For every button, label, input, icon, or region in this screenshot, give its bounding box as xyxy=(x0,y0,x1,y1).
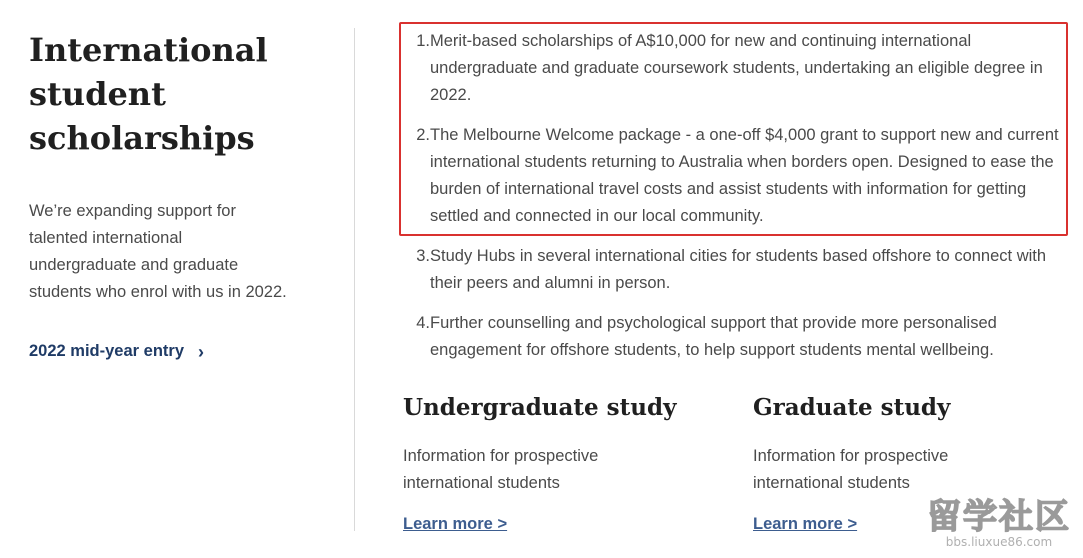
undergraduate-title: Undergraduate study xyxy=(403,394,677,421)
scholarship-list xyxy=(405,28,1065,377)
page-title: International student scholarships xyxy=(29,31,268,157)
graduate-desc: Information for prospective international students xyxy=(753,447,949,492)
list-item-text: Study Hubs in several international cities for students based offshore to connect with their peers and alumni in person. xyxy=(430,247,1047,292)
list-item-text: Merit-based scholarships of A$10,000 for new and continuing international undergraduate and graduate coursework students, undertaking an eligible degree in 2022. xyxy=(430,32,1043,104)
intro-panel xyxy=(29,28,329,361)
list-item xyxy=(405,310,1065,364)
undergraduate-learn-more-link[interactable]: Learn more > xyxy=(403,515,508,533)
list-item xyxy=(405,122,1065,230)
list-item-number: 4. xyxy=(416,314,430,332)
list-item xyxy=(405,243,1065,297)
watermark-url: bbs.liuxue86.com xyxy=(945,535,1053,549)
list-item-number: 3. xyxy=(416,247,430,265)
list-item-text: The Melbourne Welcome package - a one-off $4,000 grant to support new and current international students returning to Australia when borders open. Designed to ease the burden of international travel costs and assist students with information for getting settled and connected in our local community. xyxy=(430,126,1059,225)
graduate-title: Graduate study xyxy=(753,394,951,421)
list-item-number: 2. xyxy=(416,126,430,144)
mid-year-entry-link[interactable] xyxy=(29,342,204,361)
watermark-logo xyxy=(927,497,1071,549)
intro-text: We’re expanding support for talented international undergraduate and graduate students who enrol with us in 2022. xyxy=(29,202,287,301)
mid-year-entry-label: 2022 mid-year entry xyxy=(29,342,185,360)
list-item-number: 1. xyxy=(416,32,430,50)
vertical-divider xyxy=(354,28,355,531)
list-item-text: Further counselling and psychological support that provide more personalised engagement for offshore students, to help support students mental wellbeing. xyxy=(430,314,997,359)
undergraduate-card xyxy=(403,392,723,534)
graduate-learn-more-link[interactable]: Learn more > xyxy=(753,515,858,533)
list-item xyxy=(405,28,1065,109)
chevron-right-icon: › xyxy=(198,341,205,362)
undergraduate-desc: Information for prospective international students xyxy=(403,447,599,492)
watermark-main: 留学社区 xyxy=(927,497,1071,537)
